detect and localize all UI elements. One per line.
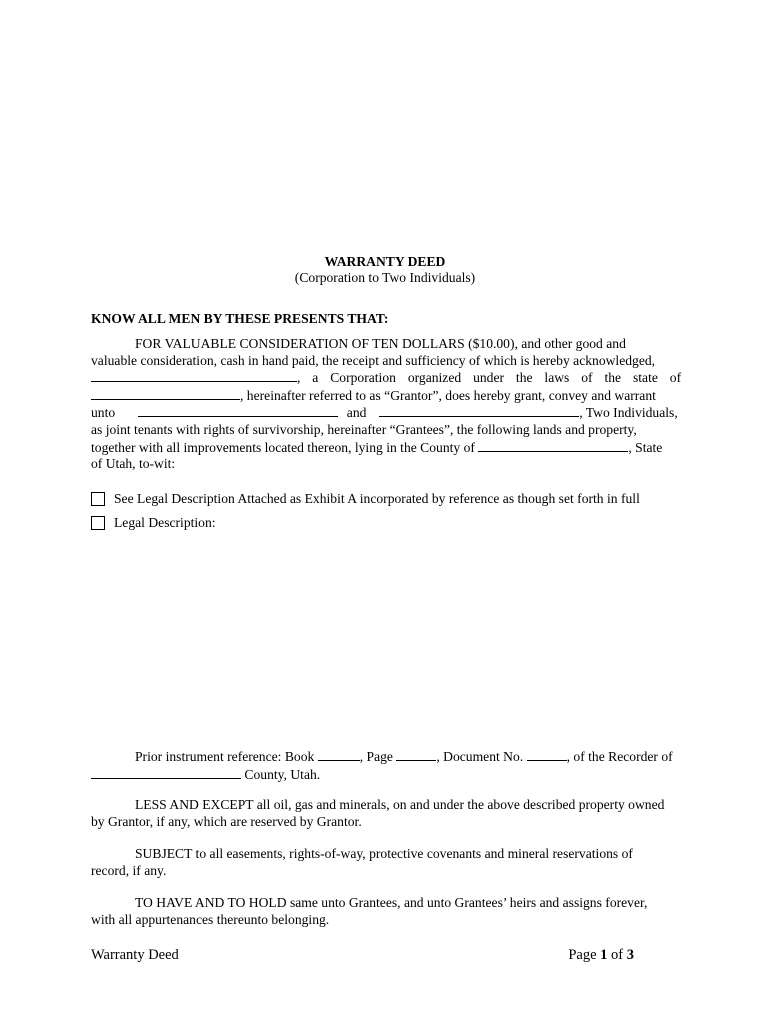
consideration-line: of Utah, to-wit:: [91, 456, 176, 472]
exhibit-option: [91, 491, 640, 508]
grantor-name-blank[interactable]: [91, 369, 297, 382]
legal-description-option: [91, 515, 216, 532]
document-number-blank[interactable]: [527, 748, 567, 761]
legal-description-label: Legal Description:: [114, 515, 216, 530]
footer-page-number: Page 1 of 3: [568, 947, 634, 963]
county-blank[interactable]: [478, 439, 628, 452]
exhibit-checkbox[interactable]: [91, 492, 105, 506]
less-except-paragraph: LESS AND EXCEPT all oil, gas and minerals, on and under the above described property owned by Grantor, if any, which are reserved by Grantor.: [91, 797, 665, 829]
consideration-line: , a Corporation organized under the laws of the state of: [91, 369, 680, 387]
book-blank[interactable]: [318, 748, 360, 761]
consideration-line: FOR VALUABLE CONSIDERATION OF TEN DOLLARS ($10.00), and other good and: [135, 336, 626, 351]
legal-description-checkbox[interactable]: [91, 516, 105, 530]
consideration-line: , hereinafter referred to as “Grantor”, does hereby grant, convey and warrant: [91, 387, 680, 405]
grantee-one-blank[interactable]: [138, 404, 338, 417]
grantee-two-blank[interactable]: [379, 404, 579, 417]
page-blank[interactable]: [396, 748, 436, 761]
subject-to-paragraph: SUBJECT to all easements, rights-of-way, protective covenants and mineral reservations of record, if any.: [91, 846, 633, 878]
recorder-county-blank[interactable]: [91, 766, 241, 779]
prior-reference-line: Prior instrument reference: Book , Page , Document No. , of the Recorder of: [135, 749, 673, 764]
consideration-line: valuable consideration, cash in hand paid, the receipt and sufficiency of which is hereby acknowledged,: [91, 352, 656, 368]
grantor-state-blank[interactable]: [91, 387, 240, 400]
footer-document-name: Warranty Deed: [91, 947, 179, 963]
consideration-line: together with all improvements located thereon, lying in the County of , State: [91, 439, 663, 455]
document-subtitle: (Corporation to Two Individuals): [294, 270, 476, 285]
exhibit-option-label: See Legal Description Attached as Exhibit A incorporated by reference as though set forth in full: [114, 491, 640, 506]
consideration-line: as joint tenants with rights of survivorship, hereinafter “Grantees”, the following lands and property,: [91, 421, 637, 437]
preamble-heading: KNOW ALL MEN BY THESE PRESENTS THAT:: [91, 311, 389, 326]
habendum-paragraph: TO HAVE AND TO HOLD same unto Grantees, and unto Grantees’ heirs and assigns forever, with all appurtenances thereunto belonging.: [91, 895, 648, 927]
prior-reference-line: County, Utah.: [91, 766, 680, 784]
consideration-paragraph: [91, 336, 680, 473]
consideration-line: unto and , Two Individuals,: [91, 405, 678, 421]
document-title: WARRANTY DEED: [324, 254, 446, 269]
prior-reference-paragraph: [91, 748, 680, 783]
